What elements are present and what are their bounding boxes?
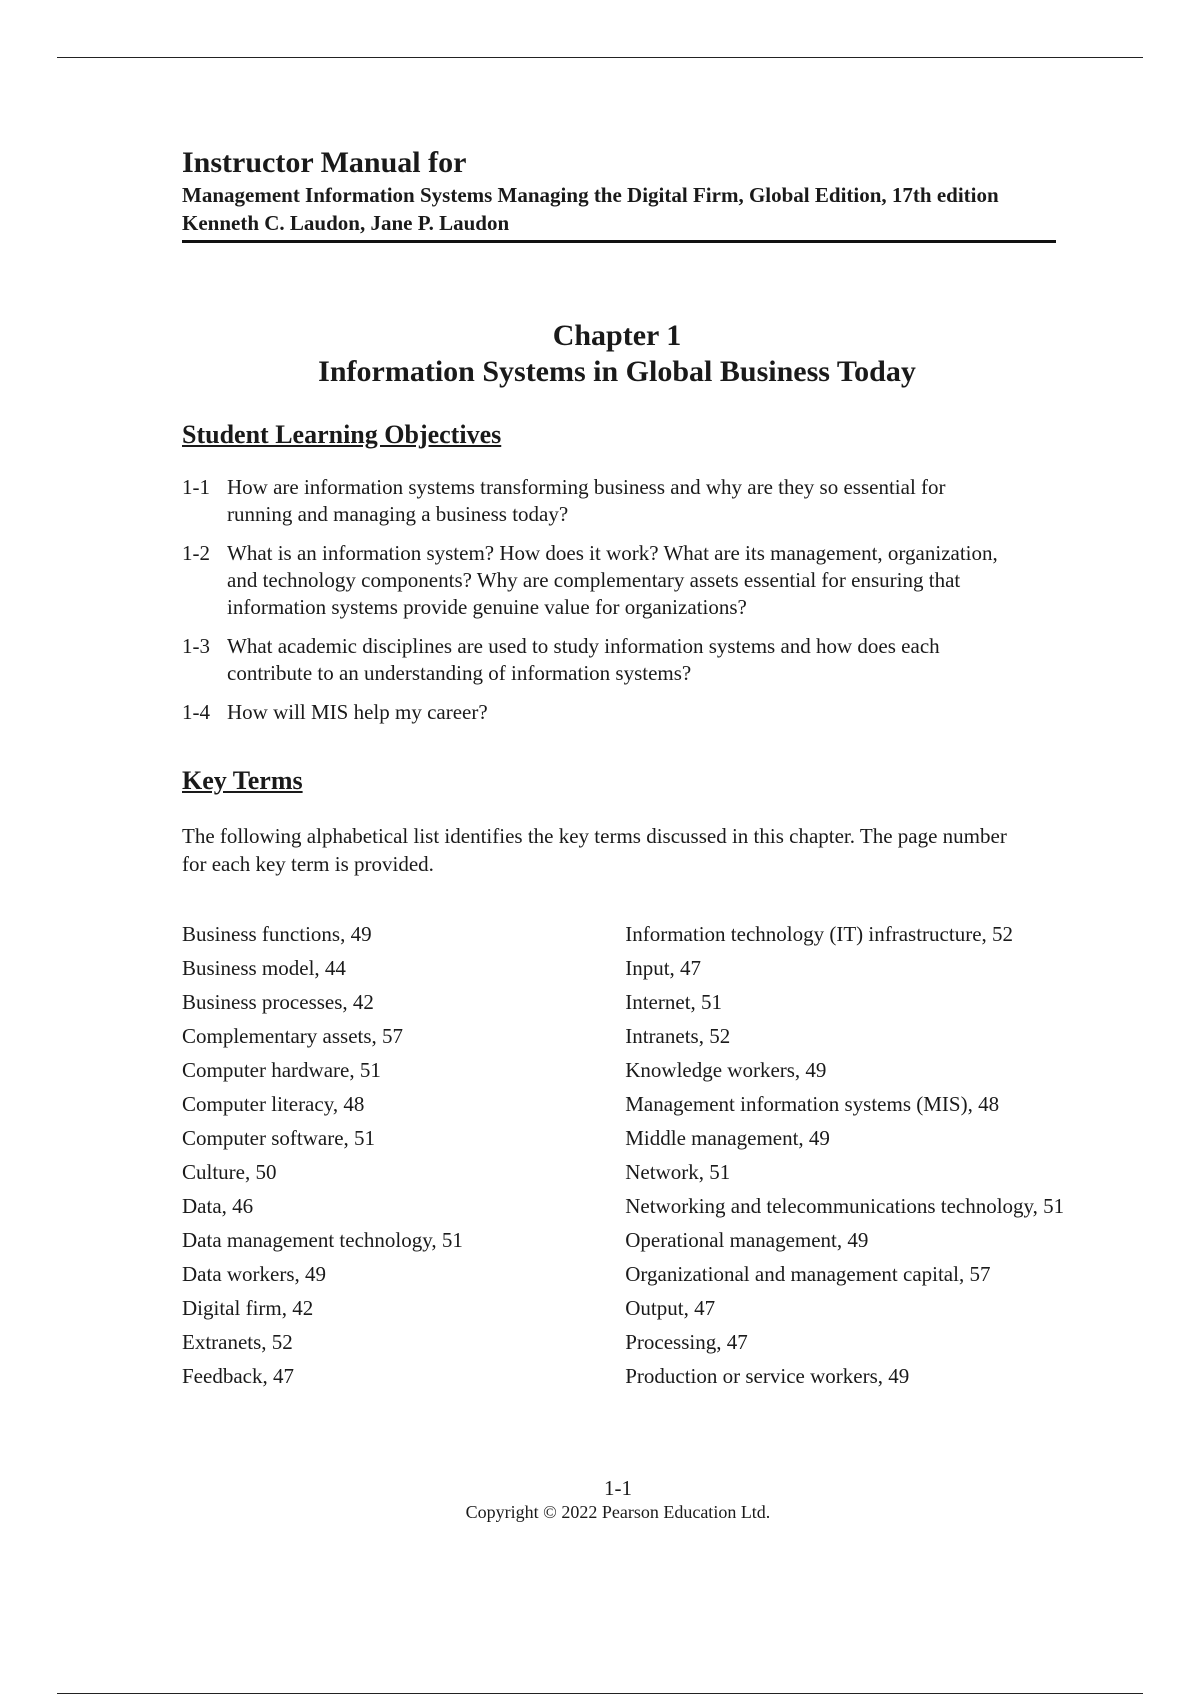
key-term: Business model, 44 [182,956,346,980]
key-term: Feedback, 47 [182,1364,294,1388]
bottom-page-rule [57,1693,1143,1694]
key-term: Extranets, 52 [182,1330,293,1354]
key-term: Culture, 50 [182,1160,277,1184]
copyright-notice: Copyright © 2022 Pearson Education Ltd. [465,1502,771,1522]
key-term: Intranets, 52 [625,1024,731,1048]
key-term: Network, 51 [625,1160,731,1184]
key-terms-heading: Key Terms [182,766,303,795]
key-term: Networking and telecommunications technology, 51 [625,1194,1065,1218]
objective-number: 1-2 [182,541,210,565]
chapter-number: Chapter 1 [552,319,682,352]
objective-item [182,540,1012,621]
chapter-heading [182,318,1052,390]
top-page-rule [57,57,1143,58]
objective-text: How will MIS help my career? [227,700,488,724]
key-term: Business processes, 42 [182,990,374,1014]
objective-number: 1-3 [182,634,210,658]
chapter-title: Information Systems in Global Business Today [318,355,916,388]
key-term: Input, 47 [625,956,702,980]
key-terms-right-column [625,917,1142,1393]
key-term: Data, 46 [182,1194,254,1218]
book-title: Management Information Systems Managing the Digital Firm, Global Edition, 17th edition Kenneth C. Laudon, Jane P. Laudon [182,183,999,235]
manual-title: Instructor Manual for [182,146,467,179]
key-terms-grid [182,917,1142,1393]
key-term: Computer hardware, 51 [182,1058,381,1082]
key-term: Processing, 47 [625,1330,748,1354]
key-term: Output, 47 [625,1296,716,1320]
document-content [182,145,1142,1393]
key-term: Digital firm, 42 [182,1296,314,1320]
key-term: Middle management, 49 [625,1126,830,1150]
key-term: Computer literacy, 48 [182,1092,365,1116]
key-term: Computer software, 51 [182,1126,376,1150]
key-term: Information technology (IT) infrastructure, 52 [625,922,1014,946]
key-term: Internet, 51 [625,990,723,1014]
key-term: Business functions, 49 [182,922,372,946]
key-terms-intro: The following alphabetical list identifies the key terms discussed in this chapter. The page number for each key term is provided. [182,824,1007,876]
key-term: Knowledge workers, 49 [625,1058,827,1082]
objectives-heading: Student Learning Objectives [182,420,502,449]
key-term: Management information systems (MIS), 48 [625,1092,1000,1116]
key-term: Data management technology, 51 [182,1228,463,1252]
key-term: Complementary assets, 57 [182,1024,404,1048]
objectives-list [182,474,1142,726]
key-term: Production or service workers, 49 [625,1364,910,1388]
objective-text: What is an information system? How does it work? What are its management, organization, and technology components? Why are complementary assets essential for ensuring that information systems provide genuine value for organizations? [227,541,998,619]
key-term: Organizational and management capital, 57 [625,1262,991,1286]
objective-item [182,633,1012,687]
objective-text: How are information systems transforming business and why are they so essential for running and managing a business today? [227,475,946,526]
key-term: Data workers, 49 [182,1262,327,1286]
objective-number: 1-1 [182,475,210,499]
page-number: 1-1 [604,1476,632,1500]
manual-header [182,145,1056,243]
page-footer [0,1476,1200,1524]
objective-number: 1-4 [182,700,210,724]
key-term: Operational management, 49 [625,1228,869,1252]
objective-text: What academic disciplines are used to study information systems and how does each contribute to an understanding of information systems? [227,634,940,685]
key-terms-left-column [182,917,625,1393]
objective-item [182,699,1012,726]
objective-item [182,474,1012,528]
